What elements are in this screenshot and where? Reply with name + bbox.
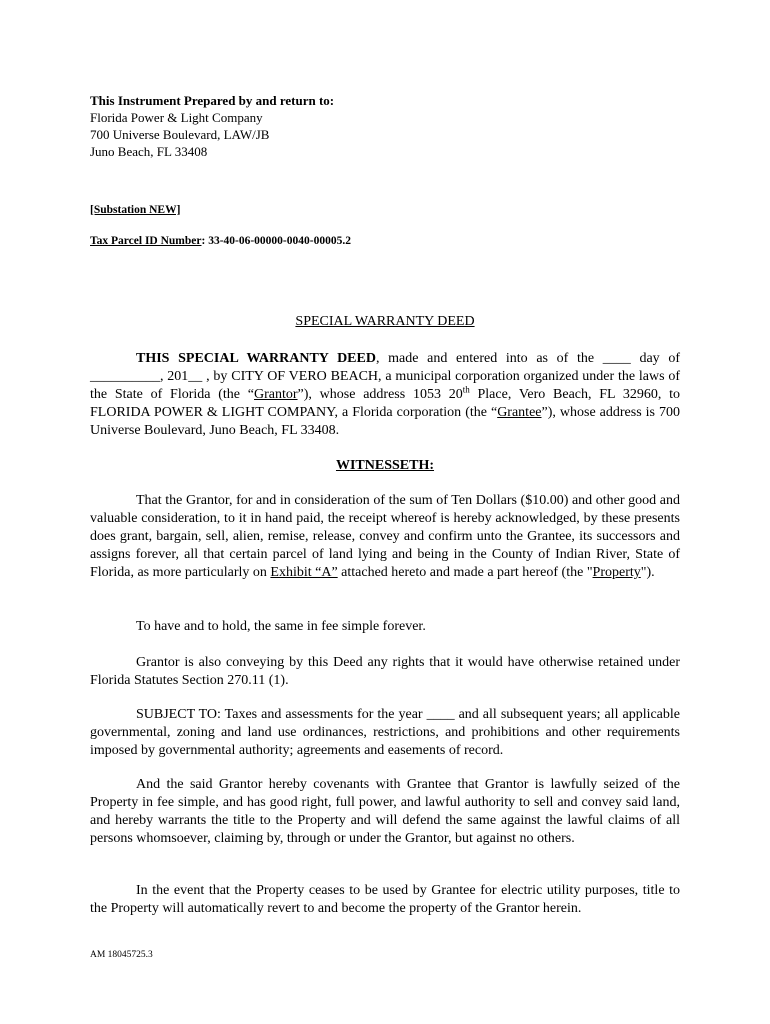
tax-parcel-label: Tax Parcel ID Number	[90, 235, 202, 247]
paragraph-covenant: And the said Grantor hereby covenants with Grantee that Grantor is lawfully seized of the Property in fee simple, and has good right, full power, and lawful authority to sell and convey said land, and hereby warrants the title to the Property and will defend the same against the lawful claims of all persons whomsoever, claiming by, through or under the Grantor, but against no others.	[90, 777, 680, 846]
deed-lead: THIS SPECIAL WARRANTY DEED	[136, 351, 376, 366]
paragraph-subject-to: SUBJECT TO: Taxes and assessments for the year ____ and all subsequent years; all applicable governmental, zoning and land use ordinances, restrictions, and prohibitions and other requirements imposed by governmental authority; agreements and easements of record.	[90, 707, 680, 758]
paragraph-conveyance	[90, 492, 680, 582]
parties-text-b: ”), whose address 1053 20	[297, 387, 463, 402]
paragraph-reverter: In the event that the Property ceases to be used by Grantee for electric utility purposes, title to the Property will automatically revert to and become the property of the Grantor herein.	[90, 883, 680, 916]
preparer-block	[90, 92, 334, 160]
conveyance-text-b: attached hereto and made a part hereof (the "	[337, 565, 593, 580]
grantor-term: Grantor	[254, 387, 298, 402]
preparer-address: 700 Universe Boulevard, LAW/JB	[90, 127, 270, 142]
document-id: AM 18045725.3	[90, 950, 153, 960]
tax-parcel-line	[90, 235, 351, 247]
witnesseth-heading: WITNESSETH:	[335, 458, 435, 473]
grantee-term: Grantee	[497, 405, 542, 420]
substation-label: [Substation NEW]	[90, 204, 181, 216]
paragraph-parties	[90, 350, 680, 440]
parties-text-d: ”), whose address is 700 Universe Boulevard, Juno Beach, FL 33408.	[90, 405, 681, 438]
preparer-city: Juno Beach, FL 33408	[90, 144, 208, 159]
preparer-company: Florida Power & Light Company	[90, 110, 263, 125]
paragraph-statute: Grantor is also conveying by this Deed any rights that it would have otherwise retained under Florida Statutes Section 270.11 (1).	[90, 655, 680, 688]
exhibit-reference: Exhibit “A”	[270, 565, 338, 580]
parties-text-a: , made and entered into as of the ____ day of __________, 201__ , by CITY OF VERO BEACH, a municipal corporation organized under the laws of the State of Florida (the “	[90, 351, 680, 402]
conveyance-text-c: ").	[640, 565, 655, 580]
document-title: SPECIAL WARRANTY DEED	[295, 314, 475, 329]
tax-parcel-number: : 33-40-06-00000-0040-00005.2	[201, 235, 351, 247]
conveyance-text-a: That the Grantor, for and in consideration of the sum of Ten Dollars ($10.00) and other good and valuable consideration, to it in hand paid, the receipt whereof is hereby acknowledged, by these presents does grant, bargain, sell, alien, remise, release, convey and confirm unto the Grantee, its successors and assigns forever, all that certain parcel of land lying and being in the County of Indian River, State of Florida, as more particularly on	[90, 493, 680, 580]
prepared-by-label: This Instrument Prepared by and return to:	[90, 93, 335, 108]
property-term: Property	[592, 565, 641, 580]
ordinal-suffix: th	[462, 384, 470, 395]
paragraph-habendum: To have and to hold, the same in fee simple forever.	[136, 619, 426, 634]
parties-text-c: Place, Vero Beach, FL 32960, to FLORIDA POWER & LIGHT COMPANY, a Florida corporation (the “	[90, 387, 681, 420]
